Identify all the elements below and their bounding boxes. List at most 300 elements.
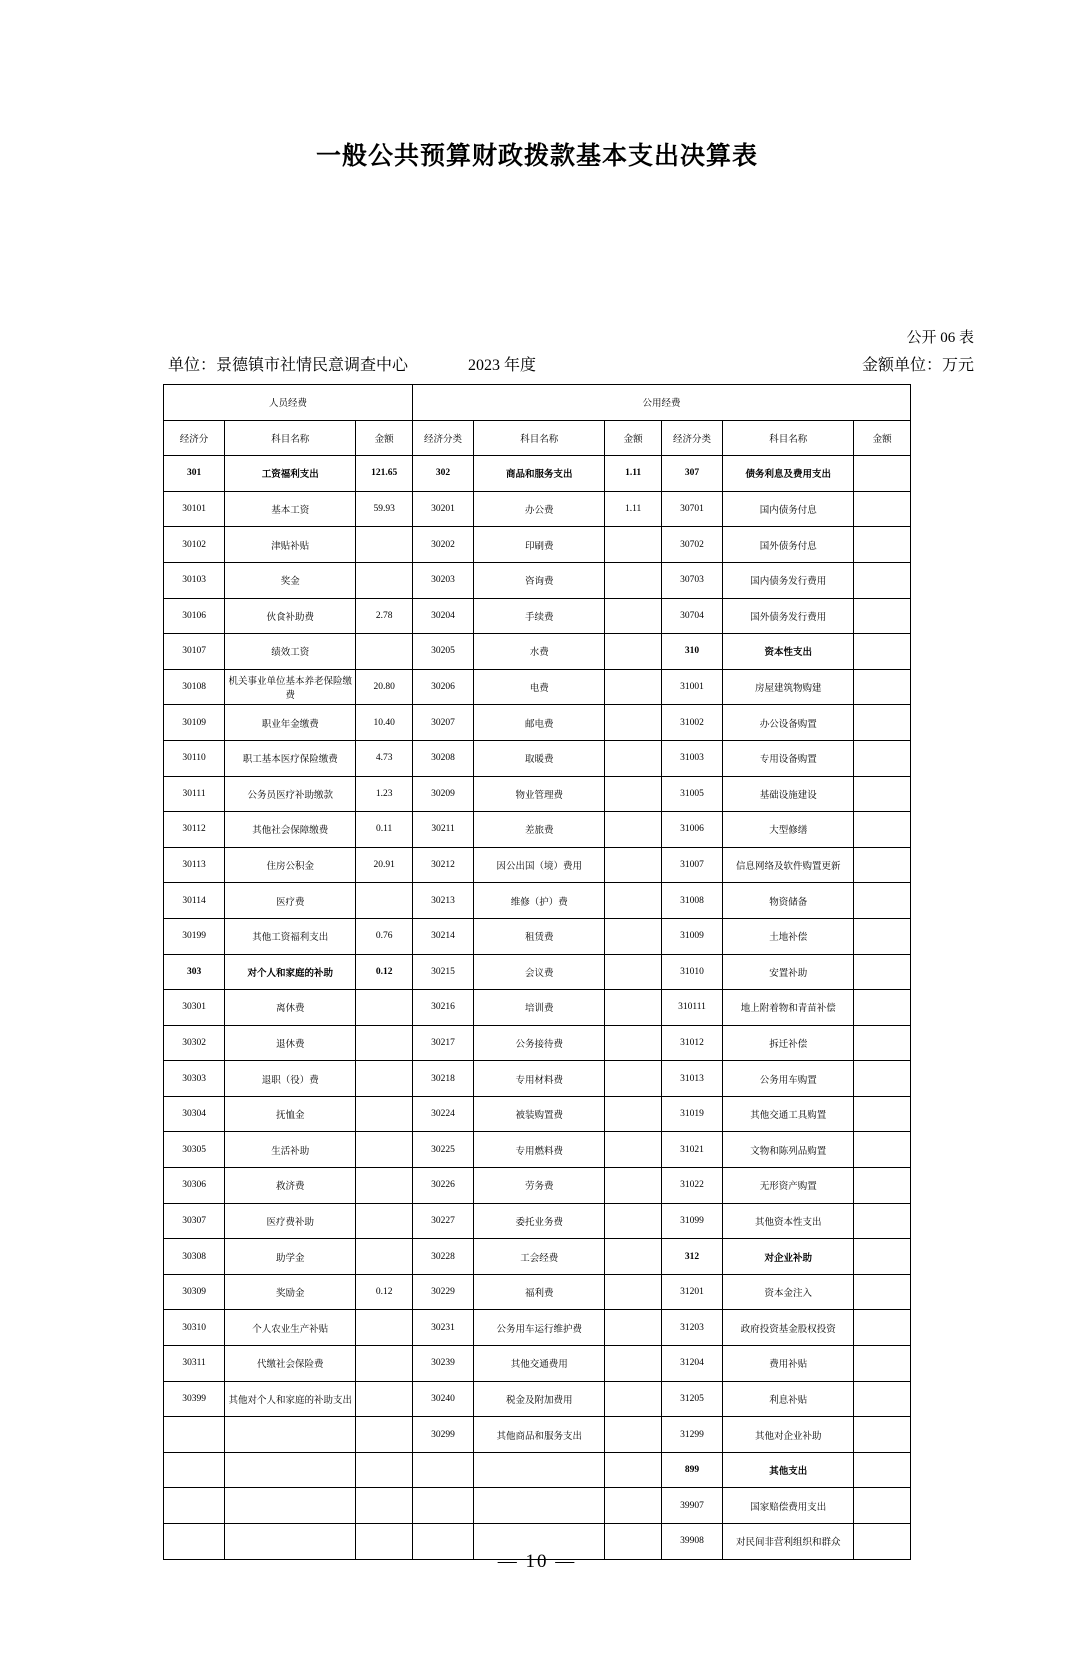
cell-name-left: 救济费 (225, 1168, 356, 1204)
table-row (164, 1274, 911, 1310)
cell-name-mid (474, 1452, 605, 1488)
cell-amount-left (356, 1417, 413, 1453)
cell-amount-left: 20.80 (356, 669, 413, 705)
cell-code-mid: 30216 (412, 990, 473, 1026)
cell-code-right: 31204 (661, 1346, 722, 1382)
meta-row (168, 352, 974, 375)
cell-amount-mid (605, 883, 662, 919)
cell-name-left: 对个人和家庭的补助 (225, 954, 356, 990)
cell-name-mid: 专用材料费 (474, 1061, 605, 1097)
cell-amount-mid (605, 1096, 662, 1132)
cell-amount-right (854, 812, 911, 848)
col-header-name-right: 科目名称 (723, 420, 854, 456)
cell-amount-left (356, 1381, 413, 1417)
cell-code-mid: 30226 (412, 1168, 473, 1204)
table-row (164, 990, 911, 1026)
table-row (164, 1417, 911, 1453)
cell-amount-mid (605, 990, 662, 1026)
col-header-code-right: 经济分类 (661, 420, 722, 456)
document-page (0, 136, 1074, 1656)
cell-name-right: 国内债务付息 (723, 491, 854, 527)
cell-code-mid: 302 (412, 456, 473, 492)
cell-amount-right (854, 847, 911, 883)
cell-amount-mid (605, 1061, 662, 1097)
cell-code-left: 30304 (164, 1096, 225, 1132)
cell-name-left: 职工基本医疗保险缴费 (225, 740, 356, 776)
cell-name-right: 物资储备 (723, 883, 854, 919)
col-header-name-mid: 科目名称 (474, 420, 605, 456)
cell-name-left: 伙食补助费 (225, 598, 356, 634)
cell-name-right: 无形资产购置 (723, 1168, 854, 1204)
cell-code-left (164, 1452, 225, 1488)
table-row (164, 634, 911, 670)
cell-amount-mid (605, 1417, 662, 1453)
cell-code-right: 312 (661, 1239, 722, 1275)
cell-code-right: 31022 (661, 1168, 722, 1204)
cell-code-mid: 30231 (412, 1310, 473, 1346)
cell-code-right: 31099 (661, 1203, 722, 1239)
cell-name-right: 政府投资基金股权投资 (723, 1310, 854, 1346)
cell-amount-left: 0.12 (356, 954, 413, 990)
cell-code-left: 30109 (164, 705, 225, 741)
cell-name-left: 住房公积金 (225, 847, 356, 883)
cell-code-mid (412, 1488, 473, 1524)
cell-amount-left (356, 1239, 413, 1275)
cell-amount-right (854, 1025, 911, 1061)
cell-amount-right (854, 598, 911, 634)
cell-name-mid: 被装购置费 (474, 1096, 605, 1132)
cell-code-right: 31299 (661, 1417, 722, 1453)
group-header-personnel: 人员经费 (164, 385, 413, 421)
cell-code-mid: 30206 (412, 669, 473, 705)
table-row (164, 1488, 911, 1524)
cell-amount-right (854, 1310, 911, 1346)
cell-amount-right (854, 705, 911, 741)
cell-name-left: 公务员医疗补助缴款 (225, 776, 356, 812)
cell-name-left: 助学金 (225, 1239, 356, 1275)
cell-amount-left (356, 1096, 413, 1132)
unit-label: 单位：景德镇市社情民意调查中心 (168, 357, 409, 374)
col-header-name-left: 科目名称 (225, 420, 356, 456)
cell-amount-right (854, 1381, 911, 1417)
cell-name-left: 奖金 (225, 562, 356, 598)
cell-amount-mid (605, 705, 662, 741)
group-header-public: 公用经费 (412, 385, 910, 421)
cell-name-right: 国内债务发行费用 (723, 562, 854, 598)
cell-amount-left (356, 1132, 413, 1168)
cell-code-right: 31005 (661, 776, 722, 812)
cell-code-mid: 30228 (412, 1239, 473, 1275)
cell-name-right: 资本性支出 (723, 634, 854, 670)
cell-name-left: 代缴社会保险费 (225, 1346, 356, 1382)
cell-name-mid: 印刷费 (474, 527, 605, 563)
table-row (164, 1025, 911, 1061)
cell-name-right: 拆迁补偿 (723, 1025, 854, 1061)
cell-amount-left: 20.91 (356, 847, 413, 883)
table-row (164, 883, 911, 919)
cell-code-mid: 30201 (412, 491, 473, 527)
cell-name-right: 其他交通工具购置 (723, 1096, 854, 1132)
cell-name-mid: 其他商品和服务支出 (474, 1417, 605, 1453)
cell-name-mid: 其他交通费用 (474, 1346, 605, 1382)
cell-amount-mid (605, 1025, 662, 1061)
cell-code-mid: 30213 (412, 883, 473, 919)
cell-amount-mid (605, 812, 662, 848)
cell-code-right: 310 (661, 634, 722, 670)
table-row (164, 740, 911, 776)
year-label: 2023 年度 (468, 357, 537, 374)
cell-name-left: 生活补助 (225, 1132, 356, 1168)
col-header-code-left: 经济分 (164, 420, 225, 456)
cell-name-left: 其他对个人和家庭的补助支出 (225, 1381, 356, 1417)
cell-code-mid: 30211 (412, 812, 473, 848)
cell-amount-right (854, 669, 911, 705)
cell-code-right: 31205 (661, 1381, 722, 1417)
cell-code-left (164, 1488, 225, 1524)
cell-amount-mid: 1.11 (605, 491, 662, 527)
table-row (164, 1239, 911, 1275)
cell-code-mid: 30225 (412, 1132, 473, 1168)
cell-code-left: 30310 (164, 1310, 225, 1346)
cell-code-right: 31012 (661, 1025, 722, 1061)
cell-code-left (164, 1417, 225, 1453)
cell-name-right: 国外债务付息 (723, 527, 854, 563)
cell-name-mid: 物业管理费 (474, 776, 605, 812)
cell-amount-left (356, 1346, 413, 1382)
cell-name-left: 其他工资福利支出 (225, 918, 356, 954)
table-row (164, 705, 911, 741)
table-row (164, 776, 911, 812)
cell-name-mid: 维修（护）费 (474, 883, 605, 919)
cell-name-mid: 租赁费 (474, 918, 605, 954)
cell-amount-right (854, 456, 911, 492)
cell-name-right: 其他对企业补助 (723, 1417, 854, 1453)
cell-amount-mid (605, 740, 662, 776)
cell-code-right: 31008 (661, 883, 722, 919)
cell-name-mid: 委托业务费 (474, 1203, 605, 1239)
table-row (164, 669, 911, 705)
cell-name-right: 公务用车购置 (723, 1061, 854, 1097)
cell-amount-mid (605, 918, 662, 954)
budget-table (163, 384, 911, 1560)
cell-code-left: 30306 (164, 1168, 225, 1204)
cell-code-right: 31010 (661, 954, 722, 990)
amount-unit-label: 金额单位：万元 (861, 357, 974, 374)
cell-name-mid: 因公出国（境）费用 (474, 847, 605, 883)
cell-amount-mid (605, 1488, 662, 1524)
cell-name-left: 退职（役）费 (225, 1061, 356, 1097)
col-header-amount-left: 金额 (356, 420, 413, 456)
cell-name-left: 机关事业单位基本养老保险缴费 (225, 669, 356, 705)
cell-name-left: 个人农业生产补贴 (225, 1310, 356, 1346)
cell-code-mid: 30239 (412, 1346, 473, 1382)
cell-amount-left (356, 1168, 413, 1204)
cell-code-left: 30110 (164, 740, 225, 776)
cell-amount-mid (605, 562, 662, 598)
cell-name-right: 基础设施建设 (723, 776, 854, 812)
cell-name-right: 文物和陈列品购置 (723, 1132, 854, 1168)
cell-name-left: 医疗费 (225, 883, 356, 919)
cell-name-right: 土地补偿 (723, 918, 854, 954)
cell-code-mid: 30214 (412, 918, 473, 954)
cell-amount-right (854, 1203, 911, 1239)
cell-code-right: 30701 (661, 491, 722, 527)
cell-code-right: 30703 (661, 562, 722, 598)
cell-name-mid: 商品和服务支出 (474, 456, 605, 492)
cell-amount-mid (605, 527, 662, 563)
cell-code-left: 30307 (164, 1203, 225, 1239)
cell-name-mid: 咨询费 (474, 562, 605, 598)
table-row (164, 812, 911, 848)
cell-name-left: 津贴补贴 (225, 527, 356, 563)
cell-name-mid: 差旅费 (474, 812, 605, 848)
cell-name-right: 专用设备购置 (723, 740, 854, 776)
cell-amount-right (854, 1096, 911, 1132)
cell-name-mid: 手续费 (474, 598, 605, 634)
cell-code-left: 30107 (164, 634, 225, 670)
cell-code-mid: 30202 (412, 527, 473, 563)
cell-amount-right (854, 1168, 911, 1204)
cell-code-mid: 30218 (412, 1061, 473, 1097)
cell-name-right: 房屋建筑物购建 (723, 669, 854, 705)
cell-name-left: 退休费 (225, 1025, 356, 1061)
cell-name-left: 奖励金 (225, 1274, 356, 1310)
cell-amount-right (854, 1239, 911, 1275)
cell-name-mid: 取暖费 (474, 740, 605, 776)
cell-code-right: 31006 (661, 812, 722, 848)
cell-code-mid: 30299 (412, 1417, 473, 1453)
cell-amount-right (854, 1061, 911, 1097)
cell-amount-right (854, 776, 911, 812)
cell-amount-mid (605, 847, 662, 883)
cell-code-left: 30305 (164, 1132, 225, 1168)
cell-code-left: 30111 (164, 776, 225, 812)
cell-amount-left (356, 1452, 413, 1488)
cell-name-right: 安置补助 (723, 954, 854, 990)
cell-code-mid: 30204 (412, 598, 473, 634)
cell-amount-right (854, 562, 911, 598)
cell-name-mid (474, 1488, 605, 1524)
cell-code-mid: 30224 (412, 1096, 473, 1132)
cell-amount-mid (605, 1346, 662, 1382)
cell-amount-left: 10.40 (356, 705, 413, 741)
cell-code-left: 30303 (164, 1061, 225, 1097)
cell-code-right: 31009 (661, 918, 722, 954)
cell-name-left: 职业年金缴费 (225, 705, 356, 741)
page-title: 一般公共预算财政拨款基本支出决算表 (315, 143, 758, 170)
cell-name-right: 其他支出 (723, 1452, 854, 1488)
cell-amount-left (356, 634, 413, 670)
cell-code-right: 31001 (661, 669, 722, 705)
cell-code-left: 30302 (164, 1025, 225, 1061)
cell-amount-mid (605, 1168, 662, 1204)
cell-code-right: 30704 (661, 598, 722, 634)
cell-amount-right (854, 954, 911, 990)
cell-code-right: 31203 (661, 1310, 722, 1346)
cell-amount-left: 0.11 (356, 812, 413, 848)
col-header-code-mid: 经济分类 (412, 420, 473, 456)
cell-code-right: 310111 (661, 990, 722, 1026)
cell-name-mid: 专用燃料费 (474, 1132, 605, 1168)
col-header-amount-right: 金额 (854, 420, 911, 456)
cell-amount-left (356, 990, 413, 1026)
table-row (164, 847, 911, 883)
cell-code-right: 39907 (661, 1488, 722, 1524)
table-group-header-row (164, 385, 911, 421)
cell-amount-mid (605, 1203, 662, 1239)
page-footer-number: — 10 — (497, 1551, 577, 1572)
cell-code-mid: 30227 (412, 1203, 473, 1239)
cell-amount-right (854, 634, 911, 670)
table-row (164, 527, 911, 563)
cell-code-mid: 30215 (412, 954, 473, 990)
cell-code-left: 30106 (164, 598, 225, 634)
cell-amount-right (854, 883, 911, 919)
cell-name-left: 工资福利支出 (225, 456, 356, 492)
col-header-amount-mid: 金额 (605, 420, 662, 456)
cell-amount-left: 1.23 (356, 776, 413, 812)
cell-code-mid: 30207 (412, 705, 473, 741)
cell-name-mid: 工会经费 (474, 1239, 605, 1275)
cell-code-right: 31021 (661, 1132, 722, 1168)
cell-name-mid: 公务用车运行维护费 (474, 1310, 605, 1346)
cell-name-mid: 公务接待费 (474, 1025, 605, 1061)
table-row (164, 1168, 911, 1204)
cell-name-right: 国家赔偿费用支出 (723, 1488, 854, 1524)
cell-name-right: 对民间非营利组织和群众 (723, 1524, 854, 1560)
table-body (164, 456, 911, 1559)
cell-code-left: 30108 (164, 669, 225, 705)
cell-name-right: 办公设备购置 (723, 705, 854, 741)
cell-amount-mid (605, 1274, 662, 1310)
cell-name-right: 债务利息及费用支出 (723, 456, 854, 492)
cell-name-left: 离休费 (225, 990, 356, 1026)
cell-amount-left: 0.76 (356, 918, 413, 954)
cell-name-mid: 邮电费 (474, 705, 605, 741)
cell-amount-right (854, 1132, 911, 1168)
cell-name-left: 基本工资 (225, 491, 356, 527)
table-row (164, 456, 911, 492)
cell-name-right: 其他资本性支出 (723, 1203, 854, 1239)
cell-amount-left (356, 1025, 413, 1061)
cell-amount-mid (605, 1381, 662, 1417)
table-row (164, 598, 911, 634)
cell-code-right: 31003 (661, 740, 722, 776)
cell-amount-left (356, 1310, 413, 1346)
cell-name-mid: 水费 (474, 634, 605, 670)
cell-name-left: 绩效工资 (225, 634, 356, 670)
table-row (164, 1132, 911, 1168)
cell-amount-right (854, 1274, 911, 1310)
cell-amount-mid (605, 1452, 662, 1488)
cell-amount-right (854, 1452, 911, 1488)
cell-name-mid: 办公费 (474, 491, 605, 527)
cell-code-right: 31002 (661, 705, 722, 741)
cell-code-left: 30309 (164, 1274, 225, 1310)
cell-amount-right (854, 1346, 911, 1382)
cell-code-left: 303 (164, 954, 225, 990)
cell-amount-right (854, 918, 911, 954)
cell-amount-mid (605, 776, 662, 812)
cell-name-right: 大型修缮 (723, 812, 854, 848)
table-row (164, 1310, 911, 1346)
cell-amount-right (854, 1488, 911, 1524)
table-row (164, 954, 911, 990)
cell-amount-right (854, 527, 911, 563)
cell-amount-mid (605, 669, 662, 705)
cell-code-mid (412, 1452, 473, 1488)
cell-name-right: 资本金注入 (723, 1274, 854, 1310)
cell-name-mid: 劳务费 (474, 1168, 605, 1204)
cell-code-mid: 30240 (412, 1381, 473, 1417)
cell-name-right: 对企业补助 (723, 1239, 854, 1275)
cell-name-mid: 电费 (474, 669, 605, 705)
cell-code-mid: 30205 (412, 634, 473, 670)
cell-amount-left (356, 562, 413, 598)
cell-code-mid: 30217 (412, 1025, 473, 1061)
cell-name-left: 抚恤金 (225, 1096, 356, 1132)
cell-code-mid: 30212 (412, 847, 473, 883)
cell-amount-mid (605, 1239, 662, 1275)
cell-name-left: 医疗费补助 (225, 1203, 356, 1239)
sheet-number: 公开 06 表 (906, 330, 974, 346)
cell-code-left: 30113 (164, 847, 225, 883)
cell-name-left (225, 1452, 356, 1488)
cell-code-left: 30112 (164, 812, 225, 848)
cell-amount-mid (605, 954, 662, 990)
cell-name-right: 信息网络及软件购置更新 (723, 847, 854, 883)
cell-name-right: 地上附着物和青苗补偿 (723, 990, 854, 1026)
table-row (164, 1061, 911, 1097)
cell-amount-left (356, 1061, 413, 1097)
cell-code-left: 30114 (164, 883, 225, 919)
cell-code-right: 31201 (661, 1274, 722, 1310)
table-row (164, 1381, 911, 1417)
cell-amount-right (854, 740, 911, 776)
cell-name-right: 费用补贴 (723, 1346, 854, 1382)
cell-code-left: 30308 (164, 1239, 225, 1275)
cell-amount-left (356, 883, 413, 919)
cell-name-mid: 福利费 (474, 1274, 605, 1310)
cell-amount-mid (605, 1132, 662, 1168)
cell-code-right: 31019 (661, 1096, 722, 1132)
cell-amount-right (854, 1417, 911, 1453)
cell-name-left: 其他社会保障缴费 (225, 812, 356, 848)
cell-name-right: 利息补贴 (723, 1381, 854, 1417)
cell-code-mid: 30229 (412, 1274, 473, 1310)
cell-code-left: 30103 (164, 562, 225, 598)
cell-amount-mid (605, 634, 662, 670)
cell-name-mid: 会议费 (474, 954, 605, 990)
cell-amount-left (356, 527, 413, 563)
table-row (164, 1452, 911, 1488)
cell-code-left: 301 (164, 456, 225, 492)
cell-amount-mid: 1.11 (605, 456, 662, 492)
cell-code-left: 30301 (164, 990, 225, 1026)
cell-code-mid: 30209 (412, 776, 473, 812)
cell-code-left: 30399 (164, 1381, 225, 1417)
cell-name-mid: 税金及附加费用 (474, 1381, 605, 1417)
cell-code-right: 31007 (661, 847, 722, 883)
table-row (164, 491, 911, 527)
cell-name-left (225, 1417, 356, 1453)
table-column-header-row (164, 420, 911, 456)
cell-amount-left: 59.93 (356, 491, 413, 527)
cell-code-left: 30199 (164, 918, 225, 954)
cell-code-right: 39908 (661, 1524, 722, 1560)
cell-amount-left (356, 1203, 413, 1239)
cell-name-mid: 培训费 (474, 990, 605, 1026)
